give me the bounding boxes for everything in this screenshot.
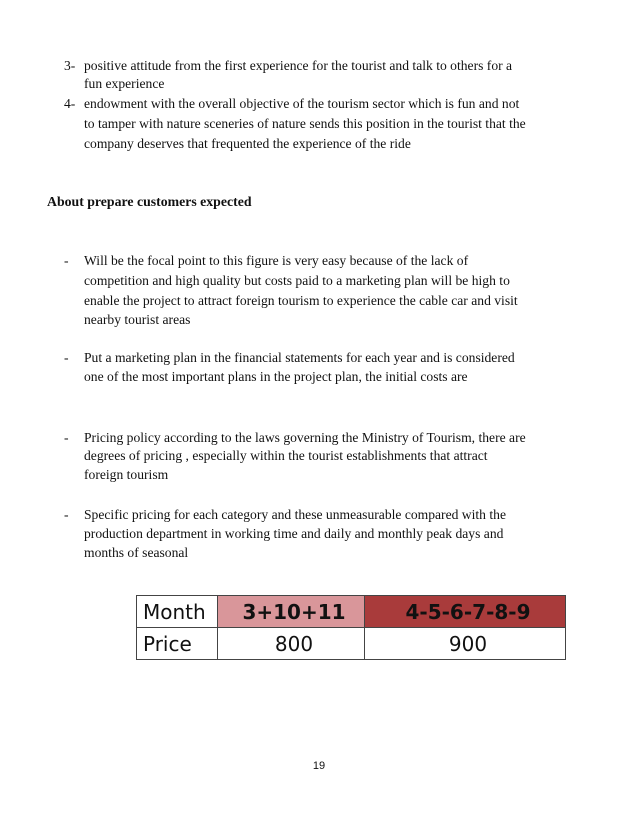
bullet-text-line: one of the most important plans in the project plan, the initial costs are: [84, 369, 468, 384]
month-cell: 3+10+11: [218, 596, 365, 628]
item-text-line: positive attitude from the first experience for the tourist and talk to others for a: [84, 58, 513, 73]
bullet-text-line: Specific pricing for each category and these unmeasurable compared with the: [84, 507, 506, 522]
price-cell: 800: [218, 628, 365, 660]
item-number: 3-: [64, 58, 76, 73]
month-header-cell: Month: [137, 596, 218, 628]
bullet-marker: -: [64, 507, 69, 522]
bullet-text-line: enable the project to attract foreign tourism to experience the cable car and visit: [84, 293, 518, 308]
bullet-marker: -: [64, 430, 69, 445]
item-text-line: to tamper with nature sceneries of nature sends this position in the tourist that the: [84, 116, 526, 131]
section-heading: About prepare customers expected: [47, 194, 252, 209]
page-number: 19: [312, 760, 326, 772]
bullet-text-line: degrees of pricing , especially within the tourist establishments that attract: [84, 448, 488, 463]
item-number: 4-: [64, 96, 76, 111]
item-text-line: fun experience: [84, 76, 165, 91]
bullet-text-line: Put a marketing plan in the financial statements for each year and is considered: [84, 350, 515, 365]
table-row-price: [137, 628, 566, 660]
month-cell: 4-5-6-7-8-9: [365, 596, 566, 628]
bullet-marker: -: [64, 350, 69, 365]
bullet-text-line: Pricing policy according to the laws governing the Ministry of Tourism, there are: [84, 430, 526, 445]
table-row-month: [137, 596, 566, 628]
price-cell: 900: [365, 628, 566, 660]
bullet-text-line: nearby tourist areas: [84, 312, 191, 327]
bullet-marker: -: [64, 253, 69, 268]
bullet-text-line: Will be the focal point to this figure is very easy because of the lack of: [84, 253, 469, 268]
bullet-text-line: foreign tourism: [84, 467, 169, 482]
bullet-text-line: competition and high quality but costs paid to a marketing plan will be high to: [84, 273, 510, 288]
bullet-text-line: months of seasonal: [84, 545, 189, 560]
item-text-line: company deserves that frequented the experience of the ride: [84, 136, 411, 151]
bullet-text-line: production department in working time and daily and monthly peak days and: [84, 526, 504, 541]
item-text-line: endowment with the overall objective of the tourism sector which is fun and not: [84, 96, 520, 111]
price-header-cell: Price: [137, 628, 218, 660]
price-table: [136, 595, 566, 660]
